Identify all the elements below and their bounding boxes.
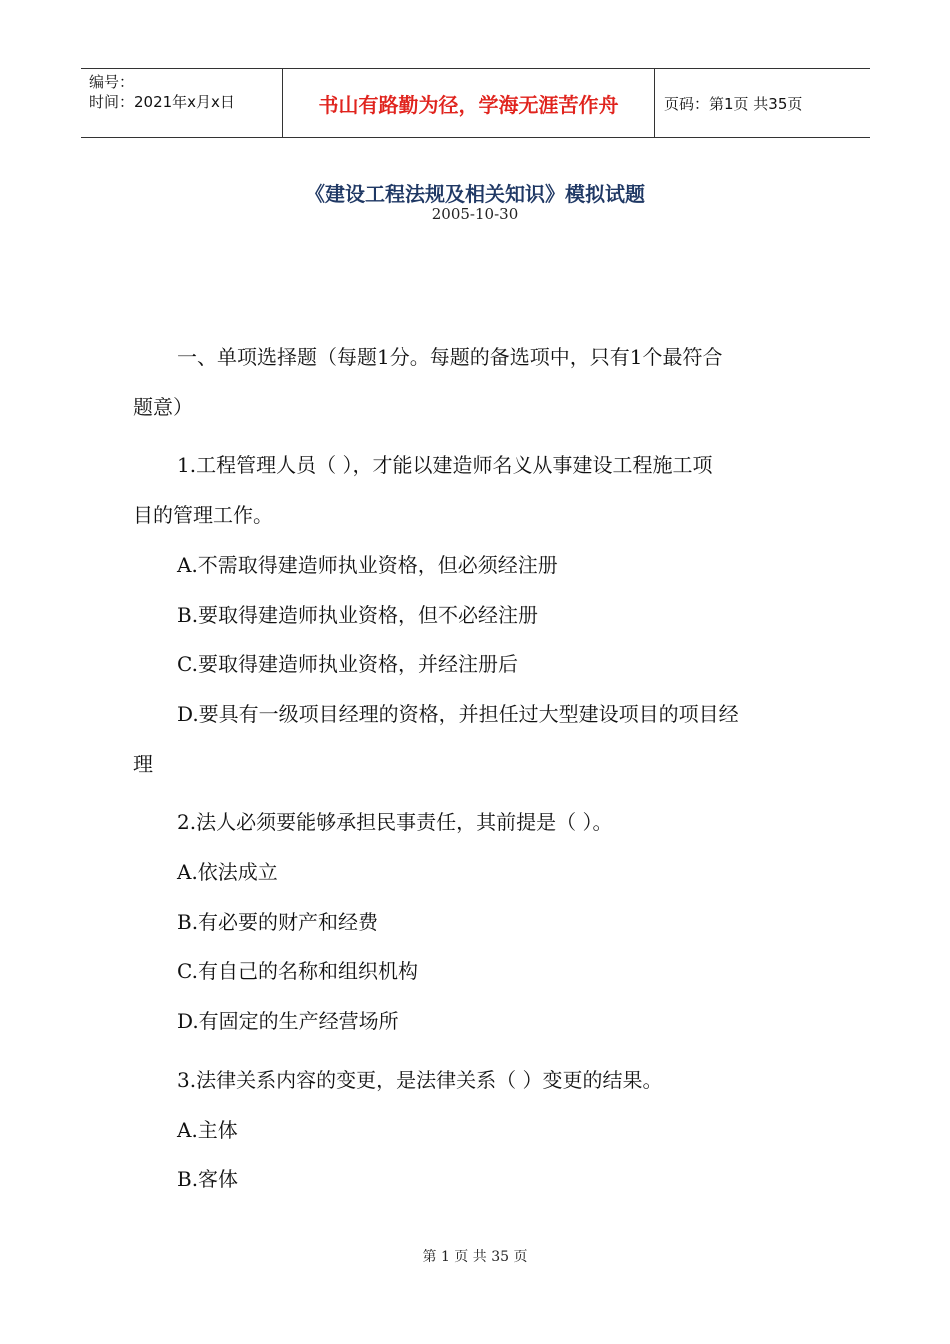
question-stem: 3.法律关系内容的变更，是法律关系（ ）变更的结果。 bbox=[177, 1067, 663, 1092]
option-d: D.要具有一级项目经理的资格，并担任过大型建设项目的项目经 bbox=[177, 701, 739, 726]
option-c: C.要取得建造师执业资格，并经注册后 bbox=[177, 652, 518, 677]
header-motto: 书山有路勤为径，学海无涯苦作舟 bbox=[282, 69, 655, 137]
question-3 bbox=[133, 1056, 813, 1205]
option-d-cont: 理 bbox=[133, 751, 153, 776]
time-label: 时间：2021年x月x日 bbox=[89, 93, 235, 111]
document-date: 2005-10-30 bbox=[431, 205, 519, 223]
option-c: C.有自己的名称和组织机构 bbox=[177, 959, 418, 984]
option-b: B.要取得建造师执业资格，但不必经注册 bbox=[177, 602, 539, 627]
question-stem: 1.工程管理人员（ ），才能以建造师名义从事建设工程施工项 bbox=[177, 453, 713, 478]
option-b: B.客体 bbox=[177, 1167, 239, 1192]
option-b: B.有必要的财产和经费 bbox=[177, 909, 379, 934]
question-1 bbox=[133, 441, 813, 789]
page-footer: 第 1 页 共 35 页 bbox=[422, 1249, 528, 1265]
header-page-code: 页码：第1页 共35页 bbox=[664, 94, 803, 113]
document-body bbox=[133, 333, 813, 1205]
question-stem-cont: 目的管理工作。 bbox=[133, 503, 273, 528]
question-stem: 2.法人必须要能够承担民事责任，其前提是（ ）。 bbox=[177, 810, 613, 835]
option-a: A.不需取得建造师执业资格，但必须经注册 bbox=[177, 552, 558, 577]
header-left-cell bbox=[81, 69, 282, 137]
number-label: 编号： bbox=[89, 73, 135, 91]
section-heading-line1: 一、单项选择题（每题1分。每题的备选项中，只有1个最符合 bbox=[177, 345, 723, 369]
option-a: A.依法成立 bbox=[177, 860, 278, 885]
document-title: 《建设工程法规及相关知识》模拟试题 bbox=[305, 182, 645, 206]
option-d: D.有固定的生产经营场所 bbox=[177, 1009, 399, 1034]
section-heading-line2: 题意） bbox=[133, 394, 193, 419]
question-2 bbox=[133, 798, 813, 1047]
option-a: A.主体 bbox=[177, 1117, 238, 1142]
header-table bbox=[81, 68, 870, 138]
